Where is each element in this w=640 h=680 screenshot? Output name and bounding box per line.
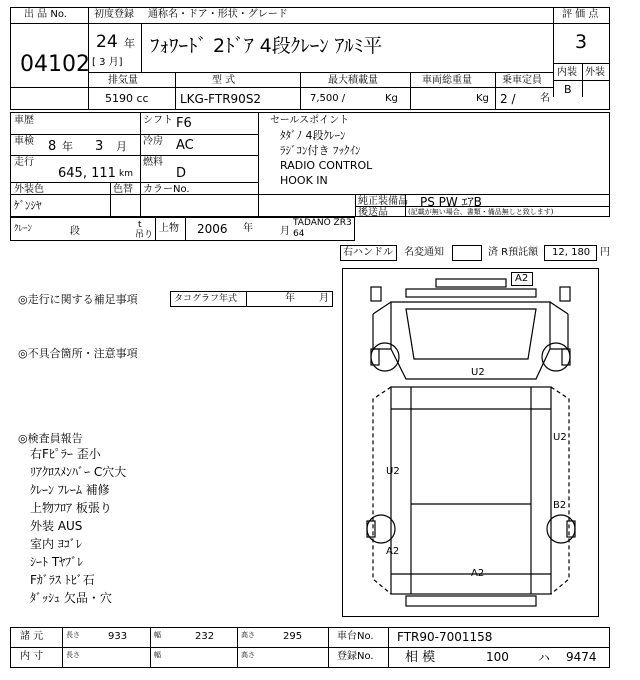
length-label: 長さ (66, 651, 80, 659)
max-load-label: 最大積載量 (328, 75, 378, 86)
sales-point-2: ﾗｼﾞｺﾝ付き ﾌｯｸｲﾝ (280, 144, 361, 157)
tacho-label: タコグラフ年式 (174, 294, 238, 304)
gross-weight-unit: Kg (476, 93, 489, 104)
damage-mark: U2 (386, 466, 400, 477)
inspector-item: 外装 AUS (30, 519, 83, 533)
recall-deposit-label: 済 R預託額 (488, 247, 539, 258)
chassis-label: 車台No. (337, 631, 374, 642)
vehicle-diagram (342, 268, 599, 617)
capacity-label: 乗車定員 (502, 75, 542, 86)
name-change-label: 名変通知 (404, 247, 444, 258)
color-value: ｹﾞﾝｼﾔ (14, 199, 42, 212)
height-label: 高さ (241, 631, 255, 639)
width-label: 幅 (154, 651, 161, 659)
equipment-label: 純正装備品 (358, 196, 408, 207)
crane-maker: TADANO ZR3 (293, 218, 352, 228)
gross-weight-label: 車両総重量 (422, 75, 472, 86)
fuel-label: 燃料 (143, 157, 163, 168)
capacity-unit: 名 (540, 93, 550, 104)
first-reg-year: 24 (96, 32, 118, 52)
damage-mark: A2 (471, 568, 485, 579)
displacement-label: 排気量 (108, 75, 138, 86)
overall-score: 3 (575, 31, 588, 53)
length-label: 長さ (66, 631, 80, 639)
crane-stages-unit: 段 (70, 226, 80, 237)
rear-items-label: 後送品 (358, 207, 388, 218)
inspection-year: 8 (48, 139, 57, 154)
length-value: 933 (108, 631, 128, 642)
deposit-amount: 12, 180 (552, 247, 591, 258)
ac-label: 冷房 (143, 136, 163, 147)
first-reg-label: 初度登録 (94, 9, 134, 20)
max-load-value: 7,500 / (310, 93, 346, 104)
vehicle-name: ﾌｫﾜｰﾄﾞ 2ﾄﾞｱ 4段ｸﾚｰﾝ ｱﾙﾐ平 (150, 35, 383, 57)
sales-point-label: セールスポイント (270, 115, 350, 126)
install-label: 上物 (159, 223, 179, 234)
model-label: 通称名・ドア・形状・グレード (148, 9, 288, 20)
inspector-item: 右Fﾋﾟﾗｰ 歪小 (30, 447, 101, 461)
first-reg-year-unit: 年 (124, 37, 135, 50)
inspection-year-unit: 年 (62, 140, 73, 153)
ac-value: AC (176, 138, 194, 153)
shift-value: F6 (176, 116, 192, 131)
crane-tons-unit: t (138, 220, 142, 230)
shift-label: シフト (143, 115, 173, 126)
width-label: 幅 (154, 631, 161, 639)
grade-label: 評 価 点 (562, 9, 599, 20)
color-change-label: 色替 (113, 184, 133, 195)
color-number-label: カラーNo. (143, 184, 190, 195)
capacity-value: 2 / (500, 92, 516, 106)
damage-mark: U2 (471, 367, 485, 378)
crane-lift-label: 吊り (135, 230, 154, 240)
inspector-item: 上物ﾌﾛｱ 板張り (30, 501, 112, 515)
inspection-month: 3 (95, 139, 104, 154)
inner-row-label: 内 寸 (20, 651, 44, 662)
driving-notes-label: ◎走行に関する補足事項 (18, 293, 138, 306)
tacho-month-unit: 月 (319, 293, 329, 304)
registration-class: 100 (486, 650, 509, 664)
inspection-month-unit: 月 (116, 140, 127, 153)
type-value: LKG-FTR90S2 (180, 92, 262, 106)
rear-items-note: (記載が無い場合、書類・備品無しと致します) (408, 208, 554, 216)
damage-mark: B2 (553, 500, 567, 511)
fuel-value: D (176, 166, 187, 181)
sales-point-3: RADIO CONTROL (280, 159, 373, 172)
color-label: 外装色 (14, 184, 44, 195)
interior-grade: B (564, 83, 572, 96)
registration-area: 相 模 (405, 650, 436, 665)
registration-number: 9474 (566, 650, 597, 664)
inspector-item: ﾀﾞｯｼｭ 欠品・穴 (30, 591, 112, 605)
type-label: 型 式 (212, 75, 236, 86)
height-value: 295 (283, 631, 303, 642)
displacement-value: 5190 cc (105, 92, 149, 105)
crane-year-unit: 年 (243, 223, 253, 234)
damage-mark: A2 (386, 546, 400, 557)
lot-number: 04102 (20, 52, 90, 77)
deposit-unit: 円 (600, 247, 610, 258)
interior-label: 内装 (557, 67, 577, 78)
exterior-label: 外装 (585, 67, 605, 78)
inspection-label: 車検 (14, 136, 34, 147)
width-value: 232 (195, 631, 215, 642)
defect-notes-label: ◎不具合箇所・注意事項 (18, 347, 138, 360)
tacho-year-unit: 年 (285, 293, 295, 304)
mileage-value: 645, 111 (58, 166, 116, 181)
inspector-item: Fｶﾞﾗｽ ﾄﾋﾞ石 (30, 573, 95, 587)
equipment-value: PS PW ｴｱB (420, 195, 482, 209)
name-change-box (452, 245, 482, 261)
mileage-label: 走行 (14, 157, 34, 168)
history-label: 車歴 (14, 115, 34, 126)
inspector-report-label: ◎検査員報告 (18, 432, 83, 445)
spec-row-label: 諸 元 (20, 631, 44, 642)
mileage-unit: km (119, 169, 133, 179)
sales-point-1: ﾀﾀﾞﾉ 4段ｸﾚｰﾝ (280, 129, 346, 142)
sales-point-4: HOOK IN (280, 174, 328, 187)
registration-label: 登録No. (337, 651, 374, 662)
max-load-unit: Kg (385, 93, 398, 104)
damage-mark: U2 (553, 432, 567, 443)
crane-maker-sub: 64 (293, 229, 305, 239)
damage-mark: A2 (515, 273, 529, 284)
registration-kana: ハ (538, 651, 551, 665)
crane-label: ｸﾚｰﾝ (14, 224, 33, 234)
inspector-item: ﾘｱｸﾛｽﾒﾝﾊﾞｰ C穴大 (30, 465, 127, 479)
lot-label: 出 品 No. (24, 9, 67, 20)
crane-month-unit: 月 (280, 226, 290, 237)
height-label: 高さ (241, 651, 255, 659)
inspector-item: 室内 ﾖｺﾞﾚ (30, 537, 82, 551)
chassis-number: FTR90-7001158 (397, 630, 493, 644)
crane-year: 2006 (197, 222, 228, 236)
first-reg-month: [ 3 月] (92, 57, 123, 68)
right-hand-label: 右ハンドル (343, 247, 393, 258)
inspector-item: ｼｰﾄ Tﾔﾌﾞﾚ (30, 555, 84, 569)
inspector-item: ｸﾚｰﾝ ﾌﾚｰﾑ 補修 (30, 483, 110, 497)
